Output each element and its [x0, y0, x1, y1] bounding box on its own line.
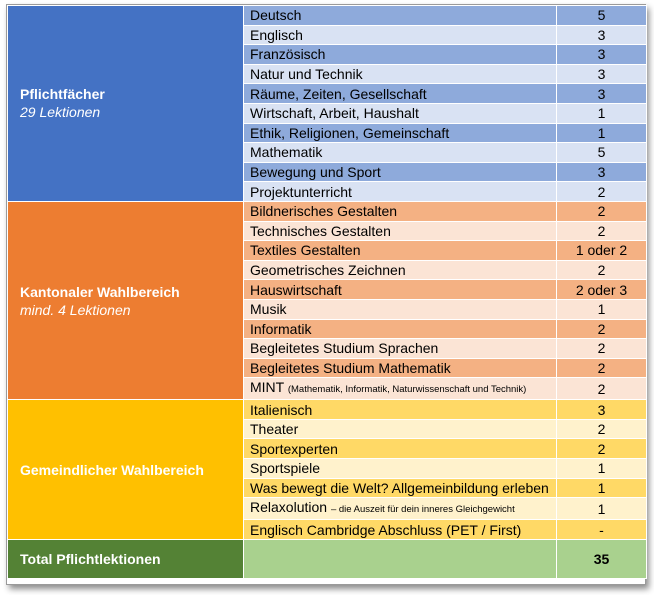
lessons-cell: 3	[557, 45, 647, 65]
subject-cell	[244, 25, 557, 45]
lessons-cell: 2	[557, 221, 647, 241]
lessons-cell: 2	[557, 439, 647, 459]
subject-name: Englisch Cambridge Abschluss (PET / First)	[250, 521, 522, 538]
subject-name: Geometrisches Zeichnen	[250, 262, 406, 279]
subject-note: (Mathematik, Informatik, Naturwissenschaft und Technik)	[287, 384, 527, 396]
subject-cell	[244, 260, 557, 280]
lessons-cell: 3	[557, 84, 647, 104]
category-subtitle: mind. 4 Lektionen	[20, 301, 131, 318]
lessons-cell: 2	[557, 182, 647, 202]
category-title: Gemeindlicher Wahlbereich	[20, 461, 204, 478]
category-kantonaler-wahlbereich	[8, 201, 244, 399]
table-row	[8, 400, 647, 420]
lessons-cell: 2	[557, 201, 647, 221]
subject-cell	[244, 241, 557, 261]
subject-cell	[244, 143, 557, 163]
total-label: Total Pflichtlektionen	[8, 539, 244, 578]
subject-note: – die Auszeit für dein inneres Gleichgewicht	[330, 504, 515, 516]
subject-cell	[244, 201, 557, 221]
lessons-cell: 1	[557, 498, 647, 520]
subject-name: Französisch	[250, 46, 326, 63]
lessons-cell: -	[557, 520, 647, 540]
curriculum-table-frame	[6, 4, 646, 585]
subject-name: Ethik, Religionen, Gemeinschaft	[250, 124, 450, 141]
table-row	[8, 201, 647, 221]
subject-cell	[244, 280, 557, 300]
lessons-cell: 2	[557, 378, 647, 400]
lessons-cell: 1	[557, 123, 647, 143]
subject-cell	[244, 400, 557, 420]
subject-cell	[244, 419, 557, 439]
subject-cell	[244, 182, 557, 202]
subject-cell	[244, 123, 557, 143]
total-row	[8, 539, 647, 578]
subject-cell	[244, 520, 557, 540]
subject-name: Hauswirtschaft	[250, 281, 342, 298]
subject-name: Informatik	[250, 320, 312, 337]
lessons-cell: 2	[557, 339, 647, 359]
category-pflichtfaecher	[8, 6, 244, 202]
subject-cell	[244, 459, 557, 479]
subject-cell	[244, 439, 557, 459]
subject-name: Sportexperten	[250, 440, 338, 457]
category-title: Kantonaler Wahlbereich	[20, 283, 180, 300]
subject-name: Bewegung und Sport	[250, 164, 381, 181]
category-title: Pflichtfächer	[20, 86, 105, 103]
subject-cell	[244, 6, 557, 26]
subject-cell	[244, 221, 557, 241]
subject-name: Räume, Zeiten, Gesellschaft	[250, 85, 427, 102]
subject-cell	[244, 162, 557, 182]
lessons-cell: 3	[557, 162, 647, 182]
lessons-cell: 2	[557, 260, 647, 280]
subject-name: Begleitetes Studium Sprachen	[250, 340, 439, 357]
subject-name: Deutsch	[250, 7, 302, 24]
subject-name: Theater	[250, 421, 299, 438]
lessons-cell: 2 oder 3	[557, 280, 647, 300]
lessons-cell: 1	[557, 459, 647, 479]
lessons-cell: 3	[557, 64, 647, 84]
subject-name: Relaxolution	[250, 499, 328, 516]
lessons-cell: 2	[557, 319, 647, 339]
lessons-cell: 2	[557, 419, 647, 439]
subject-cell	[244, 358, 557, 378]
subject-cell	[244, 103, 557, 123]
lessons-cell: 3	[557, 25, 647, 45]
subject-cell	[244, 45, 557, 65]
lessons-cell: 1 oder 2	[557, 241, 647, 261]
curriculum-table	[7, 5, 647, 579]
table-body	[8, 6, 647, 579]
subject-cell	[244, 319, 557, 339]
total-spacer	[244, 539, 557, 578]
lessons-cell: 2	[557, 358, 647, 378]
subject-name: Wirtschaft, Arbeit, Haushalt	[250, 105, 419, 122]
total-value: 35	[557, 539, 647, 578]
subject-name: Italienisch	[250, 401, 313, 418]
lessons-cell: 5	[557, 143, 647, 163]
subject-cell	[244, 299, 557, 319]
subject-cell	[244, 498, 557, 520]
subject-name: Projektunterricht	[250, 183, 352, 200]
subject-cell	[244, 378, 557, 400]
subject-name: Englisch	[250, 26, 303, 43]
subject-name: Mathematik	[250, 144, 323, 161]
subject-name: MINT	[250, 379, 284, 396]
subject-cell	[244, 84, 557, 104]
subject-name: Musik	[250, 301, 287, 318]
category-gemeindlicher-wahlbereich	[8, 400, 244, 540]
subject-name: Textiles Gestalten	[250, 242, 361, 259]
category-subtitle: 29 Lektionen	[20, 104, 101, 121]
subject-name: Was bewegt die Welt? Allgemeinbildung erleben	[250, 479, 549, 496]
lessons-cell: 5	[557, 6, 647, 26]
subject-name: Begleitetes Studium Mathematik	[250, 359, 451, 376]
subject-cell	[244, 478, 557, 498]
subject-cell	[244, 339, 557, 359]
lessons-cell: 1	[557, 299, 647, 319]
lessons-cell: 1	[557, 103, 647, 123]
lessons-cell: 3	[557, 400, 647, 420]
subject-cell	[244, 64, 557, 84]
subject-name: Sportspiele	[250, 460, 321, 477]
subject-name: Technisches Gestalten	[250, 222, 391, 239]
table-row	[8, 6, 647, 26]
subject-name: Natur und Technik	[250, 66, 363, 83]
lessons-cell: 1	[557, 478, 647, 498]
subject-name: Bildnerisches Gestalten	[250, 203, 398, 220]
